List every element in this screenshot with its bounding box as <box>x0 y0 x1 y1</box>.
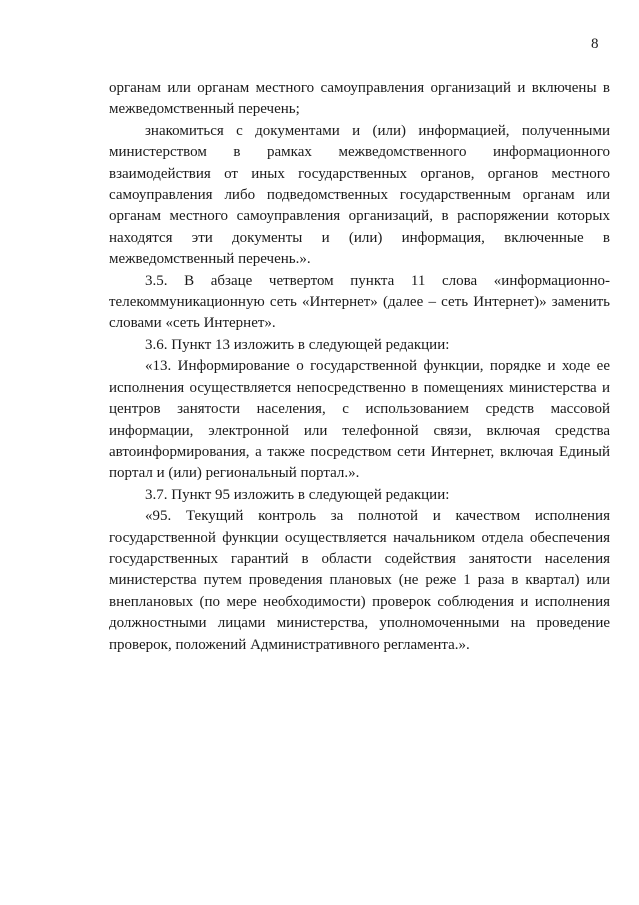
paragraph-continuation: органам или органам местного самоуправления организаций и включены в межведомственный перечень; <box>109 80 610 118</box>
paragraph-point-95: «95. Текущий контроль за полнотой и качеством исполнения государственной функции осуществляется начальником отдела обеспечения государственных гарантий в области содействия занятости населения министерства путем проведения плановых (не реже 1 раза в квартал) или внеплановых (по мере необходимости) проверок соблюдения и исполнения должностными лицами министерства, уполномоченными на проведение проверок, положений Административного регламента.». <box>109 508 610 653</box>
paragraph-item-3-6: 3.6. Пункт 13 изложить в следующей редакции: <box>145 336 450 353</box>
page-number: 8 <box>591 36 599 52</box>
paragraph-documents-access: знакомиться с документами и (или) информацией, полученными министерством в рамках межведомственного информационного взаимодействия от иных государственных органов, органов местного самоуправления либо подведомственных государственным органам или органам местного самоуправления организаций, в распоряжении которых находятся эти документы и (или) информация, включенные в межведомственный перечень.». <box>109 122 610 268</box>
paragraph-point-13: «13. Информирование о государственной функции, порядке и ходе ее исполнения осуществляется непосредственно в помещениях министерства и центров занятости населения, с использованием средств массовой информации, электронной или телефонной связи, включая средства автоинформирования, а также посредством сети Интернет, включая Единый портал и (или) региональный портал.». <box>109 358 610 482</box>
paragraph-item-3-5: 3.5. В абзаце четвертом пункта 11 слова «информационно-телекоммуникационную сеть «Интернет» (далее – сеть Интернет)» заменить словами «сеть Интернет». <box>109 272 610 332</box>
document-body <box>109 78 610 656</box>
paragraph-item-3-7: 3.7. Пункт 95 изложить в следующей редакции: <box>145 486 450 503</box>
